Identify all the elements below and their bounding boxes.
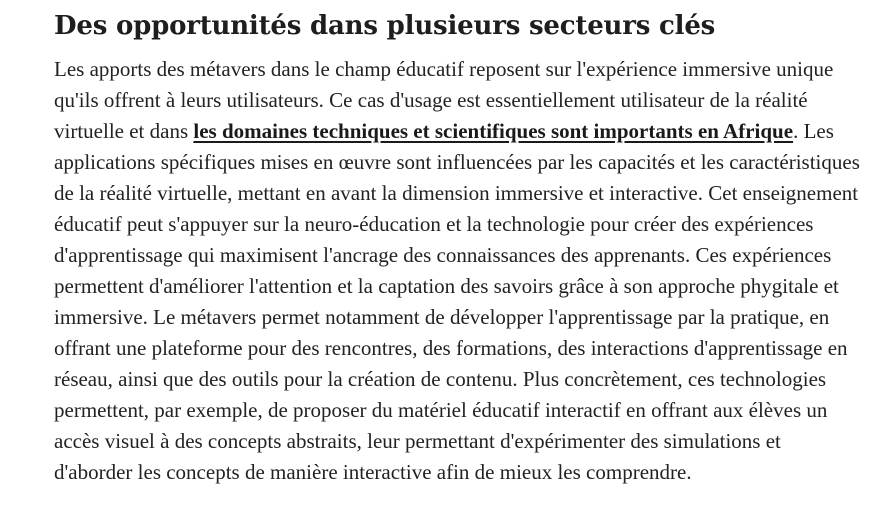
paragraph-text-after-link: . Les applications spécifiques mises en œuvre sont influencées par les capacités et les caractéristiques de la réalité virtuelle, mettant en avant la dimension immersive et interactive. Cet enseignement éducatif peut s'appuyer sur la neuro-éducation et la technologie pour créer des expériences d'apprentissage qui maximisent l'ancrage des connaissances des apprenants. Ces expériences permettent d'améliorer l'attention et la captation des savoirs grâce à son approche phygitale et immersive. Le métavers permet notamment de développer l'apprentissage par la pratique, en offrant une plateforme pour des rencontres, des formations, des interactions d'apprentissage en réseau, ainsi que des outils pour la création de contenu. Plus concrètement, ces technologies permettent, par exemple, de proposer du matériel éducatif interactif en offrant aux élèves un accès visuel à des concepts abstraits, leur permettant d'expérimenter des simulations et d'aborder les concepts de manière interactive afin de mieux les comprendre.: [54, 119, 860, 484]
article-section: [54, 8, 864, 488]
inline-article-link[interactable]: les domaines techniques et scientifiques sont importants en Afrique: [193, 119, 794, 143]
section-heading: Des opportunités dans plusieurs secteurs clés: [54, 11, 716, 41]
article-paragraph: [54, 54, 864, 488]
paragraph-text-before-link: Les apports des métavers dans le champ éducatif reposent sur l'expérience immersive unique qu'ils offrent à leurs utilisateurs. Ce cas d'usage est essentiellement utilisateur de la réalité virtuelle et dans: [54, 57, 834, 143]
